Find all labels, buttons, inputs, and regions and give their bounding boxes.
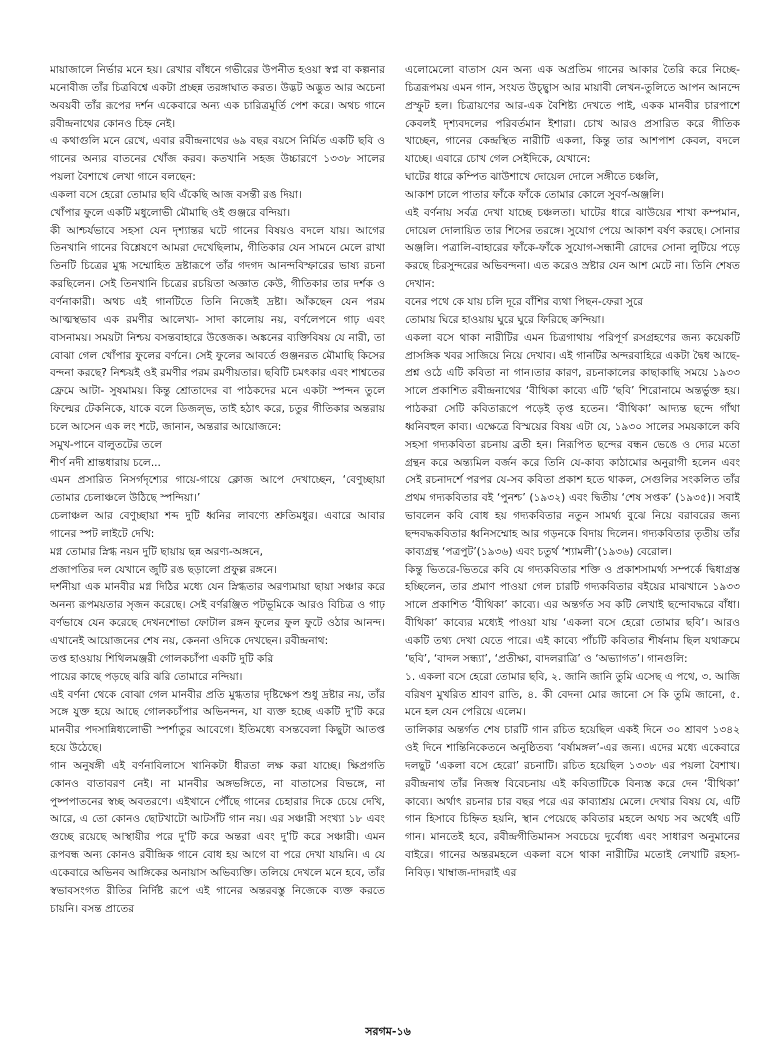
song-line: তোমায় ঘিরে হাওয়ায় ঘুরে ঘুরে ফিরিছে ক্রন্দিয়া। <box>405 313 605 326</box>
paragraph: এই বর্ণনা থেকে বোঝা গেল মানবীর প্রতি মুগ্ধতার দৃষ্টিক্ষেপ শুধু দ্রষ্টার নয়, তাঁর সঙ্গে যুক্ত হয়ে আছে গোলকচাঁপার অভিনন্দন, যা ব্যক্ত হচ্ছে একটি দু'টি করে মানবীর পদসান্নিধ্যলোভী স্পর্শাতুর আবেগে। ইতিমধ্যে বসন্তবেলা কিছুটা আতপ্ত হয়ে উঠেছে। <box>50 688 385 755</box>
paragraph: কিন্তু ভিতরে-ভিতরে কবি যে গদ্যকবিতার শক্তি ও প্রকাশসামর্থ্য সম্পর্কে দ্বিধাগ্রস্ত হচ্ছিলেন, তার প্রমাণ পাওয়া গেল চারটি গদ্যকবিতার বইয়ের মাঝখানে ১৯৩৩ সালে প্রকাশিত ‘বীথিকা’ কাব্যে। এর অন্তর্গত সব কটি লেখাই ছন্দোবদ্ধরে বাঁধা। বীথিকা’ কাব্যের মধ্যেই পাওয়া যায় ‘একলা বসে হেরো তোমার ছবি’। আরও একটি তথ্য দেখা যেতে পারে। এই কাব্যে পাঁচটি কবিতার শীর্ষনাম ছিল যথাক্রমে ‘ছবি’, ‘বাদল সন্ধ্যা’, ‘প্রতীক্ষা, বাদলরাত্রি’ ও ‘অভ্যাগত’। গানগুলি: <box>405 563 740 665</box>
song-line: ঘাটের ধারে কম্পিত ঝাউশাখে দোয়েল দোলে সঙ্গীতে চঞ্চলি, <box>405 171 659 184</box>
page-footer: সরগম-১৬ <box>365 1025 411 1038</box>
paragraph: চেলাঞ্চল আর বেণুচ্ছায়া শব্দ দুটি ধ্বনির লাবণ্যে শ্রুতিমধুর। এবারে আবার গানের স্পট লাইটে দেখি: <box>50 510 385 540</box>
paragraph: এই বর্ণনায় সর্বত্র দেখা যাচ্ছে চঞ্চলতা। ঘাটের ধারে ঝাউয়ের শাখা কম্পমান, দোয়েল দোলায়িত তার শিসের তরঙ্গে। সুযোগ পেয়ে আকাশ বর্ষণ করছে। সোনার অঞ্জলি। পত্রালি-বাহারের ফাঁকে-ফাঁকে সুযোগ-সন্ধানী রোদের সোনা লুটিয়ে পড়ে করছে চিরসুন্দরের অভিবন্দনা। এত করেও স্রষ্টার যেন আশ মেটে না। তিনি শেষত দেখান: <box>405 206 740 291</box>
song-line: মগ্ন তোমার স্নিগ্ধ নয়ন দুটি ছায়ায় ছন্ন অরণ্য-অঙ্গনে, <box>50 545 263 558</box>
song-line: শীর্ণ নদী শ্রান্তধারায় চলে... <box>50 456 161 469</box>
song-line: আকাশ ঢালে পাতার ফাঁকে ফাঁকে তোমার কোলে সুবর্ণ-অঞ্জলি। <box>405 188 665 201</box>
article-page <box>50 62 740 1002</box>
left-column <box>50 62 385 1002</box>
song-line: পায়ের কাছে পড়ছে ঝরি ঝরি তোমারে নন্দিয়া। <box>50 670 243 683</box>
paragraph: এ কথাগুলি মনে রেখে, এবার রবীন্দ্রনাথের ৬৯ বছর বয়সে নির্মিত একটি ছবি ও গানের অন্যর বাতনের খোঁজ করব। কতখানি সহজ উচ্চারণে ১৩৩৮ সালের পয়লা বৈশাখে লেখা গানে বলছেন: <box>50 135 385 184</box>
song-list: ১. একলা বসে হেরো তোমার ছবি, ২. জানি জানি তুমি এসেছ এ পথে, ৩. আজি বরিষণ মুখরিত শ্রাবণ রাতি, ৪. কী বেদনা মোর জানো সে কি তুমি জানো, ৫. মনে হল যেন পেরিয়ে এলেম। <box>405 670 740 719</box>
song-line: তপ্ত হাওয়ায় শিথিলমঞ্জরী গোলকচাঁপা একটি দুটি করি <box>50 652 274 665</box>
paragraph: গান অনুষঙ্গী এই বর্ণনাবিলাসে খানিকটা ধীরতা লক্ষ করা যাচ্ছে। ক্ষিপ্রগতি কোনও বাতাবরণ নেই। না মানবীর অঙ্গভঙ্গিতে, না বাতাসের বিভঙ্গে, না পুষ্পপাতনের স্বচ্ছ অবতরণে। এইখানে পৌঁছে গানের চেহারার দিকে চেয়ে দেখি, আরে, এ তো কোনও ছোটখাটো আটসাঁট গান নয়। এর সঞ্চারী সংখ্যা ১৮ এবং গুচ্ছে রয়েছে আস্থায়ীর পরে দু'টি করে অন্তরা এবং দু'টি করে সঞ্চারী। এমন রূপবন্ধ অন্য কোনও রবীন্দ্রিক গানে বোধ হয় আগে বা পরে দেখা যায়নি। এ যে একেবারে অভিনব আঙ্গিকের অনায়াস অভিব্যক্তি। তলিয়ে দেখলে মনে হবে, তাঁর স্বভাবসংগত রীতির নির্দিষ্ট রূপে এই গানের অন্তরবস্তু নিজেকে ব্যক্ত করতে চায়নি। বসন্ত প্রাতের <box>50 759 385 915</box>
song-line: সমুখ-পানে বালুতটের তলে <box>50 438 163 451</box>
paragraph: একলা বসে থাকা নারীটির এমন চিত্রগাথায় পরিপূর্ণ রসগ্রহণের জন্য কয়েকটি প্রাসঙ্গিক খবর সাজিয়ে নিয়ে দেখাব। এই গানটির অন্দরবাহিরে একটা দ্বৈধ আছে- প্রশ্ন ওঠে এটি কবিতা না গান।তার কারণ, রচনাকালের কাছাকাছি সময়ে ১৯৩৩ সালে প্রকাশিত রবীন্দ্রনাথের ‘বীথিকা কাব্যে এটি ‘ছবি’ শিরোনামে অন্তর্ভুক্ত হয়। পাঠকরা সেটি কবিতারূপে পড়েই তৃপ্ত হতেন। ‘বীথিকা’ আদ্যন্ত ছন্দে গাঁথা ধ্বনিবহুল কাব্য। এক্ষেত্রে বিস্ময়ের বিষয় এটা যে, ১৯৩০ সালের সময়কালে কবি সহসা গদ্যকবিতা রচনায় ব্রতী হন। নিরূপিত ছন্দের বন্ধন ভেঙে ও দ্যের মতো গ্রন্থন করে অন্ত্যমিল বর্জন করে তিনি যে-কাব্য কাঠামোর অনুরাগী হলেন এবং সেই রচনাদর্শে পরপর যে-সব কবিতা প্রকাশ হতে থাকল, সেগুলির সংকলিত তাঁর প্রথম গদ্যকবিতার বই ‘পুনশ্চ’ (১৯৩২) এবং দ্বিতীয় ‘শেষ সপ্তক’ (১৯৩৫)। সবাই ভাবলেন কবি বোধ হয় গদ্যকবিতার নতুন সামর্থ্য বুঝে নিয়ে বরাবরের জন্য ছন্দবদ্ধকবিতার ধ্বনিসম্মোহ আর গড়নকে বিদায় দিলেন। গদ্যকবিতার তৃতীয় তাঁর কাব্যগ্রন্থ ‘পত্রপুট’(১৯৩৬) এবং চতুর্থ ‘শ্যামলী’(১৯৩৬) বেরোল। <box>405 331 740 558</box>
song-line: প্রজাপতির দল যেখানে জুটি রঙ ছড়ালো প্রফুল্ল রঙ্গনে। <box>50 563 278 576</box>
song-line: বনের পথে কে যায় চলি দূরে বাঁশির ব্যথা পিছন-ফেরা সুরে <box>405 295 644 308</box>
paragraph: এলোমেলো বাতাস যেন অন্য এক অপ্রতিম গানের আকার তৈরি করে নিচ্ছে- চিত্ররূপময় এমন গান, সংযত উচ্ছ্বাস আর মায়াবী লেখন-তুলিতে আপন আনন্দে প্রস্ফুট হল। চিত্রায়ণের আর-এক বৈশিষ্ট্য দেখতে পাই, একক মানবীর চারপাশে কেবলই দৃশ্যবদলের পরিবর্তমান ইশারা। চোখ আরও প্রসারিত করে গীতিক খাচ্ছেন, গানের কেন্দ্রস্থিত নারীটি একলা, কিন্তু তার আশপাশ কেবল, বদলে যাচ্ছে। এবারে চোখ গেল সেইদিকে, যেখানে: <box>405 64 740 166</box>
song-line: খোঁপার ফুলে একটি মধুলোভী মৌমাছি ওই গুঞ্জরে বন্দিয়া। <box>50 206 291 219</box>
paragraph: কী আশ্চর্যভাবে সহসা যেন দৃশ্যান্তর ঘটে গানের বিষয়ও বদলে যায়। আগের তিনখানি গানের বিশ্লেষণে আমরা দেখেছিলাম, গীতিকার যেন সামনে মেলে রাখা তিনটি চিত্রের মুগ্ধ সম্মোহিত দ্রষ্টারূপে তাঁর গদগদ আনন্দবিস্ফারের ভাষ্য রচনা করছিলেন। সেই তিনখানি চিত্রের রচয়িতা অজ্ঞাত কেউ, গীতিকার তার দর্শক ও বর্ণনাকারী। অথচ এই গানটিতে তিনি নিজেই দ্রষ্টা। আঁকছেন যেন পরম আত্মস্থভাব এক রমণীর আলেখ্য- সাদা কালোয় নয়, বর্ণলেপনে গাঢ় এবং বাসনাময়। সময়টা নিশ্চয় বসন্তবাহারে উত্তেজক। অঙ্কনের ব্যক্তিবিষয় যে নারী, তা বোঝা গেল খোঁপার ফুলের বর্ণনে। সেই ফুলের আবর্তে গুঞ্জনরত মৌমাছি কিসের বন্দনা করছে? নিশ্চয়ই ওই রমণীর পরম রমণীয়তার। ছবিটি চমৎকার এবং শাশ্বতের ফ্রেমে আটা- সুষমাময়। কিন্তু শ্রোতাদের বা পাঠকদের মনে একটা স্পন্দন তুলে ফিল্মের টেকনিকে, যাকে বলে ডিজল্ভ, তাই হঠাৎ করে, চতুর গীতিকার অন্তরায় চলে আসেন এক লং শটে, জানান, অন্তরার আয়োজনে: <box>50 224 385 433</box>
song-line: একলা বসে হেরো তোমার ছবি এঁকেছি আজ বসন্তী রঙ দিয়া। <box>50 188 302 201</box>
paragraph: দর্শনীয়া এক মানবীর মগ্ন দিঠির মধ্যে যেন স্নিগ্ধতার অরণ্যমায়া ছায়া সঞ্চার করে অনন্য রূপময়তার সৃজন করেছে। সেই বর্ণরঞ্জিত পটভূমিকে আরও বিচিত্র ও গাঢ় বর্ণভাষে যেন করেছে দেখনশোভা ফোটাল রঙ্গন ফুলের ফুল ফুটে ওঠার আনন্দ। এখানেই আয়োজনের শেষ নয়, কেননা ওদিকে দেখছেন। রবীন্দ্রনাথ: <box>50 581 385 647</box>
paragraph: মায়াজালে নির্ভার মনে হয়। রেখার বাঁধনে গভীরের উপনীত হওয়া স্বপ্ন বা কল্পনার মনোবীজ তাঁর চিত্রবিশ্বে একটা প্রচ্ছন্ন তরঙ্গাঘাত করত। উদ্ভট অদ্ভুত আর অচেনা অবয়বী তাঁর রূপের দর্শন একেবারে অন্য এক চারিত্রমূর্তি পেশ করে। অথচ গানে রবীন্দ্রনাথের কোনও চিহ্ন নেই। <box>50 64 385 130</box>
paragraph: তালিকার অন্তর্গত শেষ চারটি গান রচিত হয়েছিল একই দিনে ৩০ শ্রাবণ ১৩৪২ ওই দিনে শান্তিনিকেতনে অনুষ্ঠিতব্য ‘বর্ষামঙ্গল’-এর জন্য। এদের মধ্যে একেবারে দলছুট ‘একলা বসে হেরো’ রচনাটি। রচিত হয়েছিল ১৩৩৮ এর পয়লা বৈশাখ। রবীন্দ্রনাথ তাঁর নিজস্ব বিবেচনায় এই কবিতাটিকে বিন্যস্ত করে দেন ‘বীথিকা’ কাব্যে। অর্থাৎ রচনার চার বছর পরে এর কাব্যাশ্রয় মেলে। দেখার বিষয় যে, এটি গান হিসাবে চিহ্নিত হয়নি, স্থান পেয়েছে কবিতার মহলে অথচ সব অর্থেই এটি গান। মানতেই হবে, রবীন্দ্রগীতিমানস সবচেয়ে দুর্বোধ্য এবং সাধারণ অনুমানের বাইরে। গানের অন্তরমহলে একলা বসে থাকা নারীটির মতোই লেখাটি রহস্য-নিবিড়। খাম্বাজ-দাদরাই এর <box>405 724 740 879</box>
right-column <box>405 62 740 1002</box>
paragraph: এমন প্রসারিত নিসর্গদৃশ্যের গায়ে-গায়ে ক্লোজ আপে দেখাচ্ছেন, ‘বেণুচ্ছায়া তোমার চেলাঞ্চলে উঠিছে স্পন্দিয়া।’ <box>50 474 385 505</box>
